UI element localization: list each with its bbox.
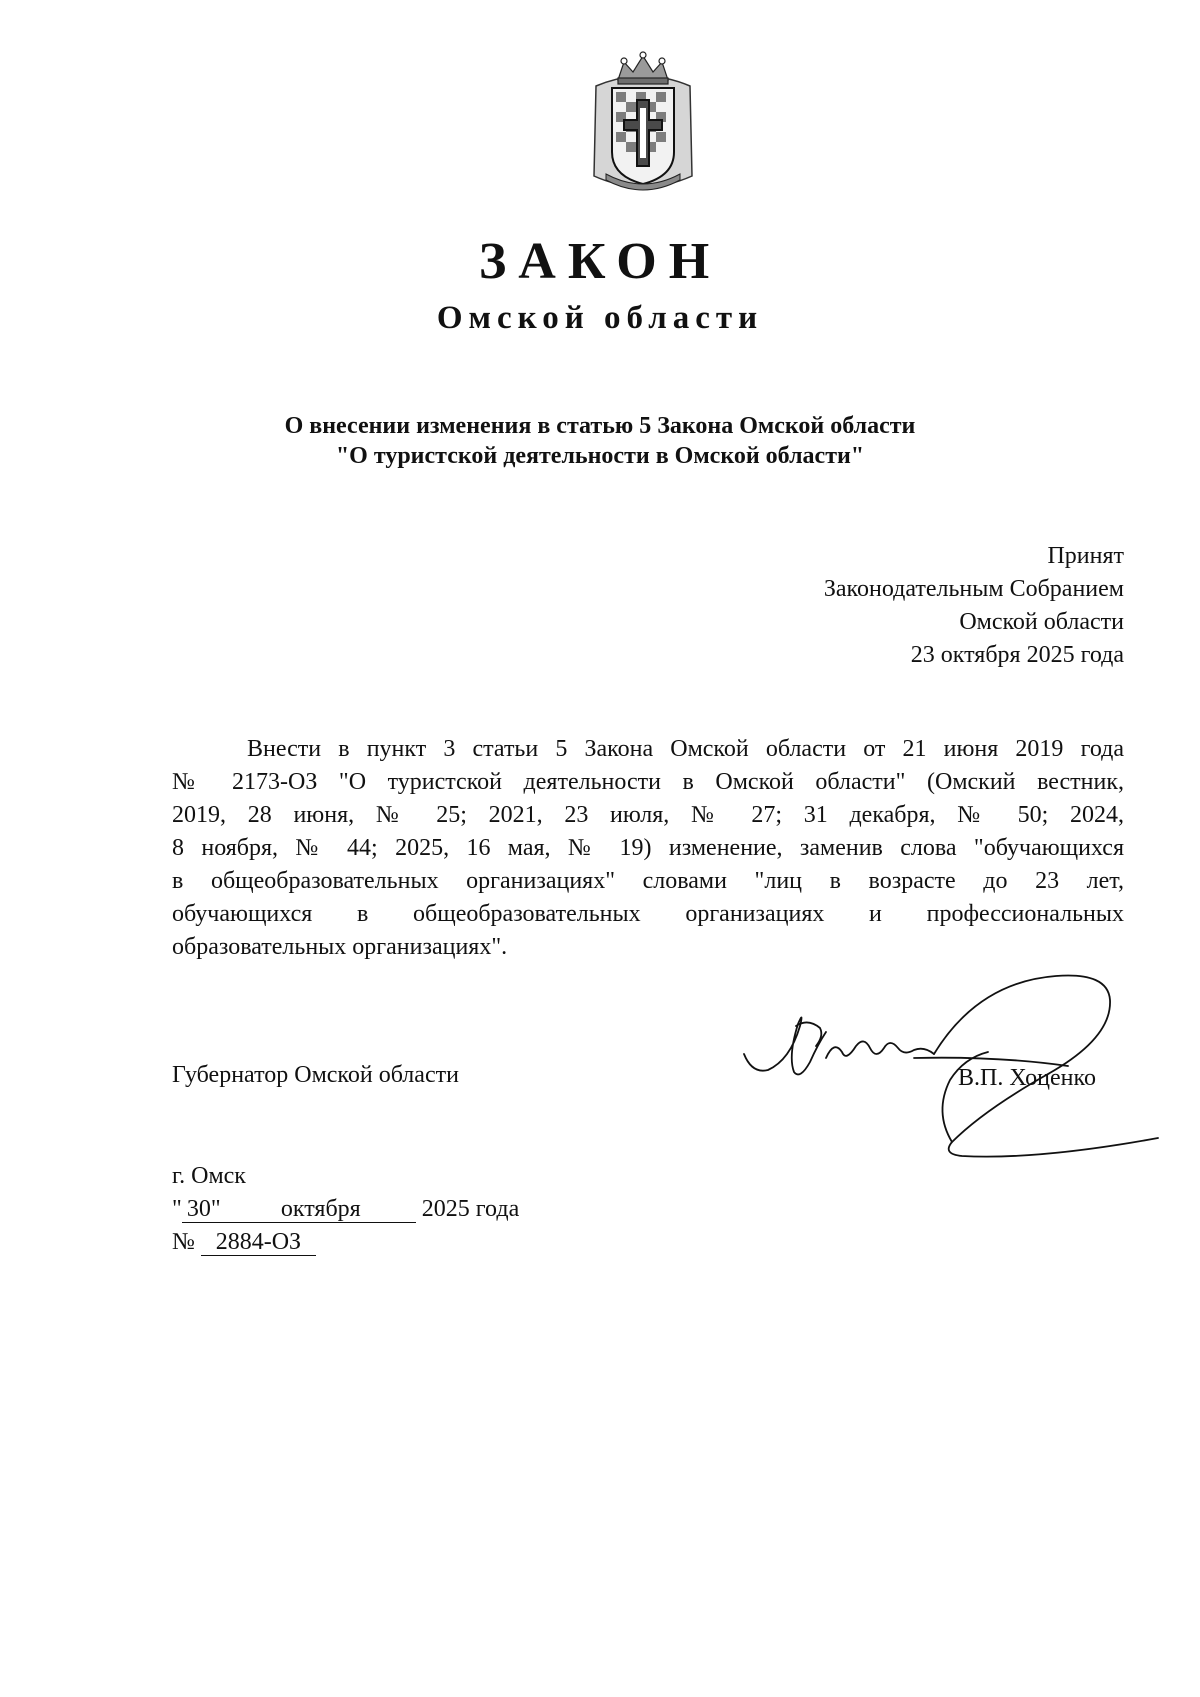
handwritten-signature [738,962,1168,1162]
body-line: Внести в пункт 3 статьи 5 Закона Омской области от 21 июня 2019 года [247,736,1124,762]
signing-place: г. Омск [172,1163,246,1189]
document-region-subtitle: Омской области [436,300,764,336]
law-heading [0,411,1200,471]
signing-date [172,1194,519,1224]
body-line: 2019, 28 июня, № 25; 2021, 23 июля, № 27; 31 декабря, № 50; 2024, [172,802,1124,828]
number-value: 2884-ОЗ [201,1229,316,1256]
law-heading-line-1: О внесении изменения в статью 5 Закона Омской области [284,413,916,439]
number-sign: № [172,1229,195,1255]
body-paragraph [172,733,1124,964]
adoption-block [824,540,1124,672]
body-line: № 2173-ОЗ "О туристской деятельности в Омской области" (Омский вестник, [172,769,1124,795]
body-line: в общеобразовательных организациях" словами "лиц в возрасте до 23 лет, [172,868,1124,894]
coat-of-arms-emblem [588,48,698,196]
date-day: 30 [186,1196,211,1222]
document-type-title: ЗАКОН [478,233,722,290]
body-line: обучающихся в общеобразовательных организациях и профессиональных [172,901,1124,927]
date-month: октября [226,1196,416,1223]
date-close-quote: " [210,1196,221,1222]
date-year: 2025 года [421,1196,520,1222]
governor-name: В.П. Хоценко [958,1065,1096,1091]
law-number [172,1227,316,1257]
governor-title: Губернатор Омской области [172,1062,459,1088]
adoption-line-3: Омской области [959,609,1124,635]
adoption-line-2: Законодательным Собранием [823,576,1124,602]
date-open-quote: " [172,1196,182,1222]
adoption-date: 23 октября 2025 года [910,642,1124,668]
adoption-line-1: Принят [1047,543,1124,569]
body-line: образовательных организациях". [172,934,508,960]
law-heading-line-2: "О туристской деятельности в Омской области" [335,443,865,469]
body-line: 8 ноября, № 44; 2025, 16 мая, № 19) изменение, заменив слова "обучающихся [172,835,1124,861]
